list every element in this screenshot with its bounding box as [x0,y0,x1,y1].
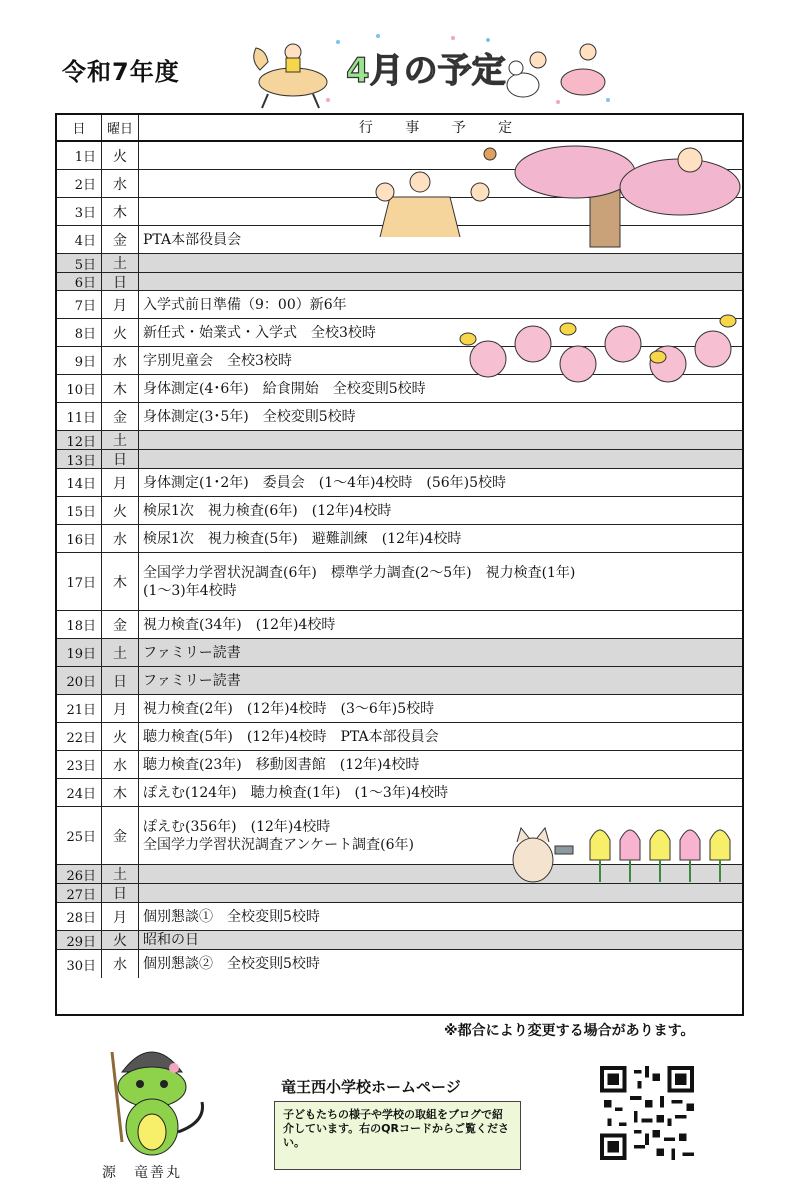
event-text: 視力検査(2年) (12年)4校時 (3～6年)5校時 [143,700,435,717]
event-text: 新任式・始業式・入学式 全校3校時 [143,324,376,341]
row-events [139,779,742,806]
change-notice: ※都合により変更する場合があります。 [444,1023,695,1039]
row-weekday: 火 [102,931,139,949]
svg-text:4月の予定: 4月の予定 [346,51,506,91]
event-text: 視力検査(34年) (12年)4校時 [143,616,336,633]
row-day: 2日 [57,170,102,197]
banner-title [346,51,506,91]
dragon-mascot-illustration [92,1032,212,1160]
bird-icon [507,52,546,97]
row-events [139,903,742,930]
row-weekday: 日 [102,450,139,468]
row-day: 17日 [57,553,102,610]
row-weekday: 火 [102,497,139,524]
row-day: 29日 [57,931,102,949]
event-text: 入学式前日準備（9：00）新6年 [143,296,347,313]
table-row [57,254,742,273]
row-weekday: 木 [102,553,139,610]
row-day: 18日 [57,611,102,638]
row-weekday: 火 [102,319,139,346]
header-weekday: 曜日 [102,115,139,140]
row-events [139,723,742,750]
table-row [57,695,742,723]
row-weekday: 水 [102,170,139,197]
row-weekday: 土 [102,865,139,883]
event-text: ぽえむ(124年) 聴力検査(1年) (1～3年)4校時 [143,784,449,801]
row-events [139,273,742,290]
row-day: 30日 [57,950,102,978]
row-weekday: 水 [102,751,139,778]
mascot-name: 源 竜善丸 [102,1165,182,1181]
row-day: 20日 [57,667,102,694]
row-events [139,884,742,902]
row-weekday: 土 [102,431,139,449]
event-text: 個別懇談① 全校変則5校時 [143,908,320,925]
row-day: 26日 [57,865,102,883]
row-events [139,450,742,468]
row-events [139,667,742,694]
row-day: 21日 [57,695,102,722]
table-row [57,497,742,525]
row-events [139,553,742,610]
sakura-bees-illustration [458,309,743,389]
header-day: 日 [57,115,102,140]
event-text: (1～3)年4校時 [143,582,237,599]
event-text: ファミリー読書 [143,672,241,689]
event-text: 個別懇談② 全校変則5校時 [143,956,320,972]
row-weekday: 木 [102,779,139,806]
row-events [139,469,742,496]
row-day: 24日 [57,779,102,806]
table-row [57,469,742,497]
row-weekday: 水 [102,347,139,374]
event-text: 身体測定(4･6年) 給食開始 全校変則5校時 [143,380,426,397]
row-weekday: 月 [102,469,139,496]
event-text: 昭和の日 [143,932,199,948]
table-row [57,611,742,639]
homepage-title: 竜王西小学校ホームページ [281,1078,461,1096]
event-text: 字別児童会 全校3校時 [143,352,292,369]
qr-code-icon[interactable] [600,1066,694,1160]
row-day: 5日 [57,254,102,272]
cat-tulips-illustration [505,820,743,886]
row-day: 14日 [57,469,102,496]
row-day: 22日 [57,723,102,750]
row-weekday: 金 [102,611,139,638]
row-day: 8日 [57,319,102,346]
row-day: 19日 [57,639,102,666]
row-events [139,254,742,272]
event-text: ファミリー読書 [143,644,241,661]
event-text: ぽえむ(356年) (12年)4校時 [143,818,331,835]
row-day: 15日 [57,497,102,524]
row-events [139,751,742,778]
table-row [57,779,742,807]
table-row [57,667,742,695]
event-text: 全国学力学習状況調査(6年) 標準学力調査(2～5年) 視力検査(1年) [143,564,576,581]
row-events [139,695,742,722]
table-row [57,403,742,431]
row-events [139,403,742,430]
row-weekday: 金 [102,226,139,253]
row-weekday: 日 [102,884,139,902]
table-row [57,553,742,611]
event-text: PTA本部役員会 [143,231,242,248]
table-row [57,639,742,667]
row-weekday: 水 [102,525,139,552]
row-day: 16日 [57,525,102,552]
sakura-tree-illustration [360,142,742,250]
row-weekday: 火 [102,723,139,750]
row-weekday: 木 [102,375,139,402]
row-day: 23日 [57,751,102,778]
row-events [139,525,742,552]
row-events [139,431,742,449]
table-row [57,723,742,751]
row-events [139,950,742,978]
row-weekday: 日 [102,273,139,290]
row-day: 4日 [57,226,102,253]
table-row [57,751,742,779]
row-day: 13日 [57,450,102,468]
row-weekday: 月 [102,903,139,930]
row-day: 12日 [57,431,102,449]
event-text: 検尿1次 視力検査(5年) 避難訓練 (12年)4校時 [143,530,462,547]
row-day: 10日 [57,375,102,402]
row-day: 1日 [57,142,102,169]
homepage-description: 子どもたちの様子や学校の取組をブログで紹介しています。右のQRコードからご覧ください。 [274,1101,521,1170]
row-day: 11日 [57,403,102,430]
event-text: 身体測定(1･2年) 委員会 (1～4年)4校時 (56年)5校時 [143,474,507,491]
table-row [57,931,742,950]
fiscal-year: 令和7年度 [62,58,180,86]
table-row [57,903,742,931]
table-row [57,450,742,469]
table-row [57,525,742,553]
event-text: 聴力検査(5年) (12年)4校時 PTA本部役員会 [143,728,439,745]
table-row [57,950,742,978]
row-weekday: 月 [102,695,139,722]
row-day: 27日 [57,884,102,902]
row-day: 28日 [57,903,102,930]
row-weekday: 土 [102,254,139,272]
event-text: 身体測定(3･5年) 全校変則5校時 [143,408,356,425]
row-events [139,611,742,638]
header-events: 行 事 予 定 [358,119,527,136]
pig-rider-icon [561,44,605,95]
row-day: 3日 [57,198,102,225]
row-events [139,497,742,524]
row-weekday: 水 [102,950,139,978]
table-row [57,273,742,291]
row-day: 7日 [57,291,102,318]
event-text: 聴力検査(23年) 移動図書館 (12年)4校時 [143,756,420,773]
row-weekday: 金 [102,403,139,430]
row-weekday: 火 [102,142,139,169]
row-weekday: 木 [102,198,139,225]
horse-rider-icon [254,44,327,108]
row-weekday: 月 [102,291,139,318]
row-weekday: 金 [102,807,139,864]
event-text: 検尿1次 視力検査(6年) (12年)4校時 [143,502,392,519]
row-day: 9日 [57,347,102,374]
row-day: 6日 [57,273,102,290]
banner-illustration [238,30,618,110]
row-weekday: 土 [102,639,139,666]
row-weekday: 日 [102,667,139,694]
table-row [57,884,742,903]
table-row [57,431,742,450]
row-day: 25日 [57,807,102,864]
row-events [139,639,742,666]
row-events [139,931,742,949]
event-text: 全国学力学習状況調査アンケート調査(6年) [143,836,414,853]
table-header-row [57,115,742,142]
